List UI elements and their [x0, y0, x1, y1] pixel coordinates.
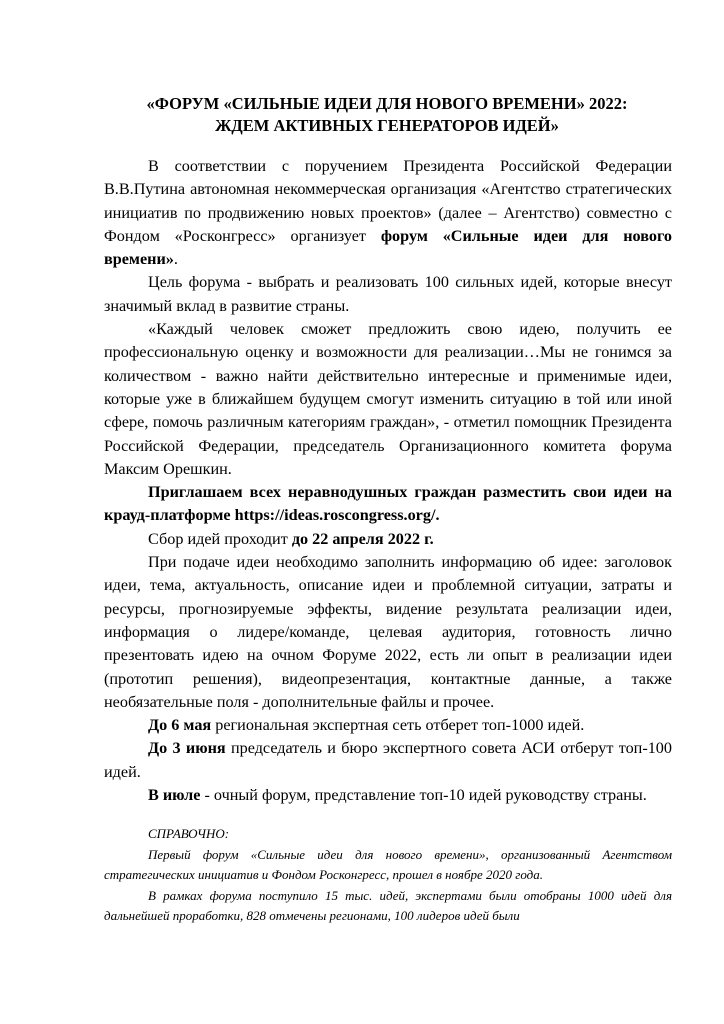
intro-text: В соответствии с поручением Президента Российской Федерации В.В.Путина автономная некоммерческая организация «Агентство стратегических инициатив по продвижению новых проектов» (далее – Агентство) совместно с Фондом «Росконгресс» организует — [104, 157, 672, 245]
milestone-july-text: - очный форум, представление топ-10 идей руководству страны. — [200, 786, 647, 805]
milestone-may-text: региональная экспертная сеть отберет топ-1000 идей. — [211, 716, 585, 735]
page-title — [100, 93, 674, 137]
invitation-text: Приглашаем всех неравнодушных граждан разместить свои идеи на крауд-платформе https://ideas.roscongress.org/. — [104, 483, 672, 525]
forum-name: форум «Сильные идеи для нового времени» — [104, 226, 672, 269]
deadline-date: до 22 апреля 2022 г. — [291, 529, 434, 548]
document-body — [104, 155, 672, 807]
title-line-2: ЖДЕМ АКТИВНЫХ ГЕНЕРАТОРОВ ИДЕЙ» — [215, 116, 559, 135]
paragraph-milestone-june — [104, 737, 672, 784]
reference-paragraph-2: В рамках форума поступило 15 тыс. идей, экспертами были отобраны 1000 идей для дальнейшей проработки, 828 отмечены регионами, 100 лидеров идей были — [104, 887, 672, 923]
reference-heading: СПРАВОЧНО: — [148, 826, 230, 841]
milestone-june-date: До 3 июня — [148, 739, 226, 758]
deadline-text: Сбор идей проходит — [148, 529, 292, 548]
paragraph-invitation — [104, 481, 672, 528]
milestone-may-date: До 6 мая — [148, 716, 212, 735]
paragraph-quote: «Каждый человек сможет предложить свою идею, получить ее профессиональную оценку и возможности для реализации…Мы не гонимся за количеством - важно найти действительно интересные и применимые идеи, которые уже в ближайшем будущем смогут изменить ситуацию в той или иной сфере, помочь различным категориям граждан», - отметил помощник Президента Российской Федерации, председатель Организационного комитета форума Максим Орешкин. — [104, 320, 672, 478]
reference-section — [104, 824, 672, 927]
intro-end: . — [173, 250, 178, 269]
milestone-july-date: В июле — [148, 786, 201, 805]
title-line-1: «ФОРУМ «СИЛЬНЫЕ ИДЕИ ДЛЯ НОВОГО ВРЕМЕНИ» 2022: — [146, 94, 628, 113]
milestone-june-text: председатель и бюро экспертного совета АСИ отберут топ-100 идей. — [104, 739, 672, 781]
paragraph-milestone-july — [104, 784, 672, 807]
paragraph-requirements: При подаче идеи необходимо заполнить информацию об идее: заголовок идеи, тема, актуальность, описание идеи и проблемной ситуации, затраты и ресурсы, прогнозируемые эффекты, видение результата реализации идеи, информация о лидере/команде, целевая аудитория, готовность лично презентовать идею на очном Форуме 2022, есть ли опыт в реализации идеи (прототип решения), видеопрезентация, контактные данные, а также необязательные поля - дополнительные файлы и прочее. — [104, 553, 672, 711]
paragraph-milestone-may — [104, 714, 672, 737]
paragraph-intro — [104, 155, 672, 271]
paragraph-deadline — [104, 528, 672, 551]
paragraph-goal: Цель форума - выбрать и реализовать 100 сильных идей, которые внесут значимый вклад в развитие страны. — [104, 273, 672, 315]
reference-paragraph-1: Первый форум «Сильные идеи для нового времени», организованный Агентством стратегических инициатив и Фондом Росконгресс, прошел в ноябре 2020 года. — [104, 846, 672, 882]
